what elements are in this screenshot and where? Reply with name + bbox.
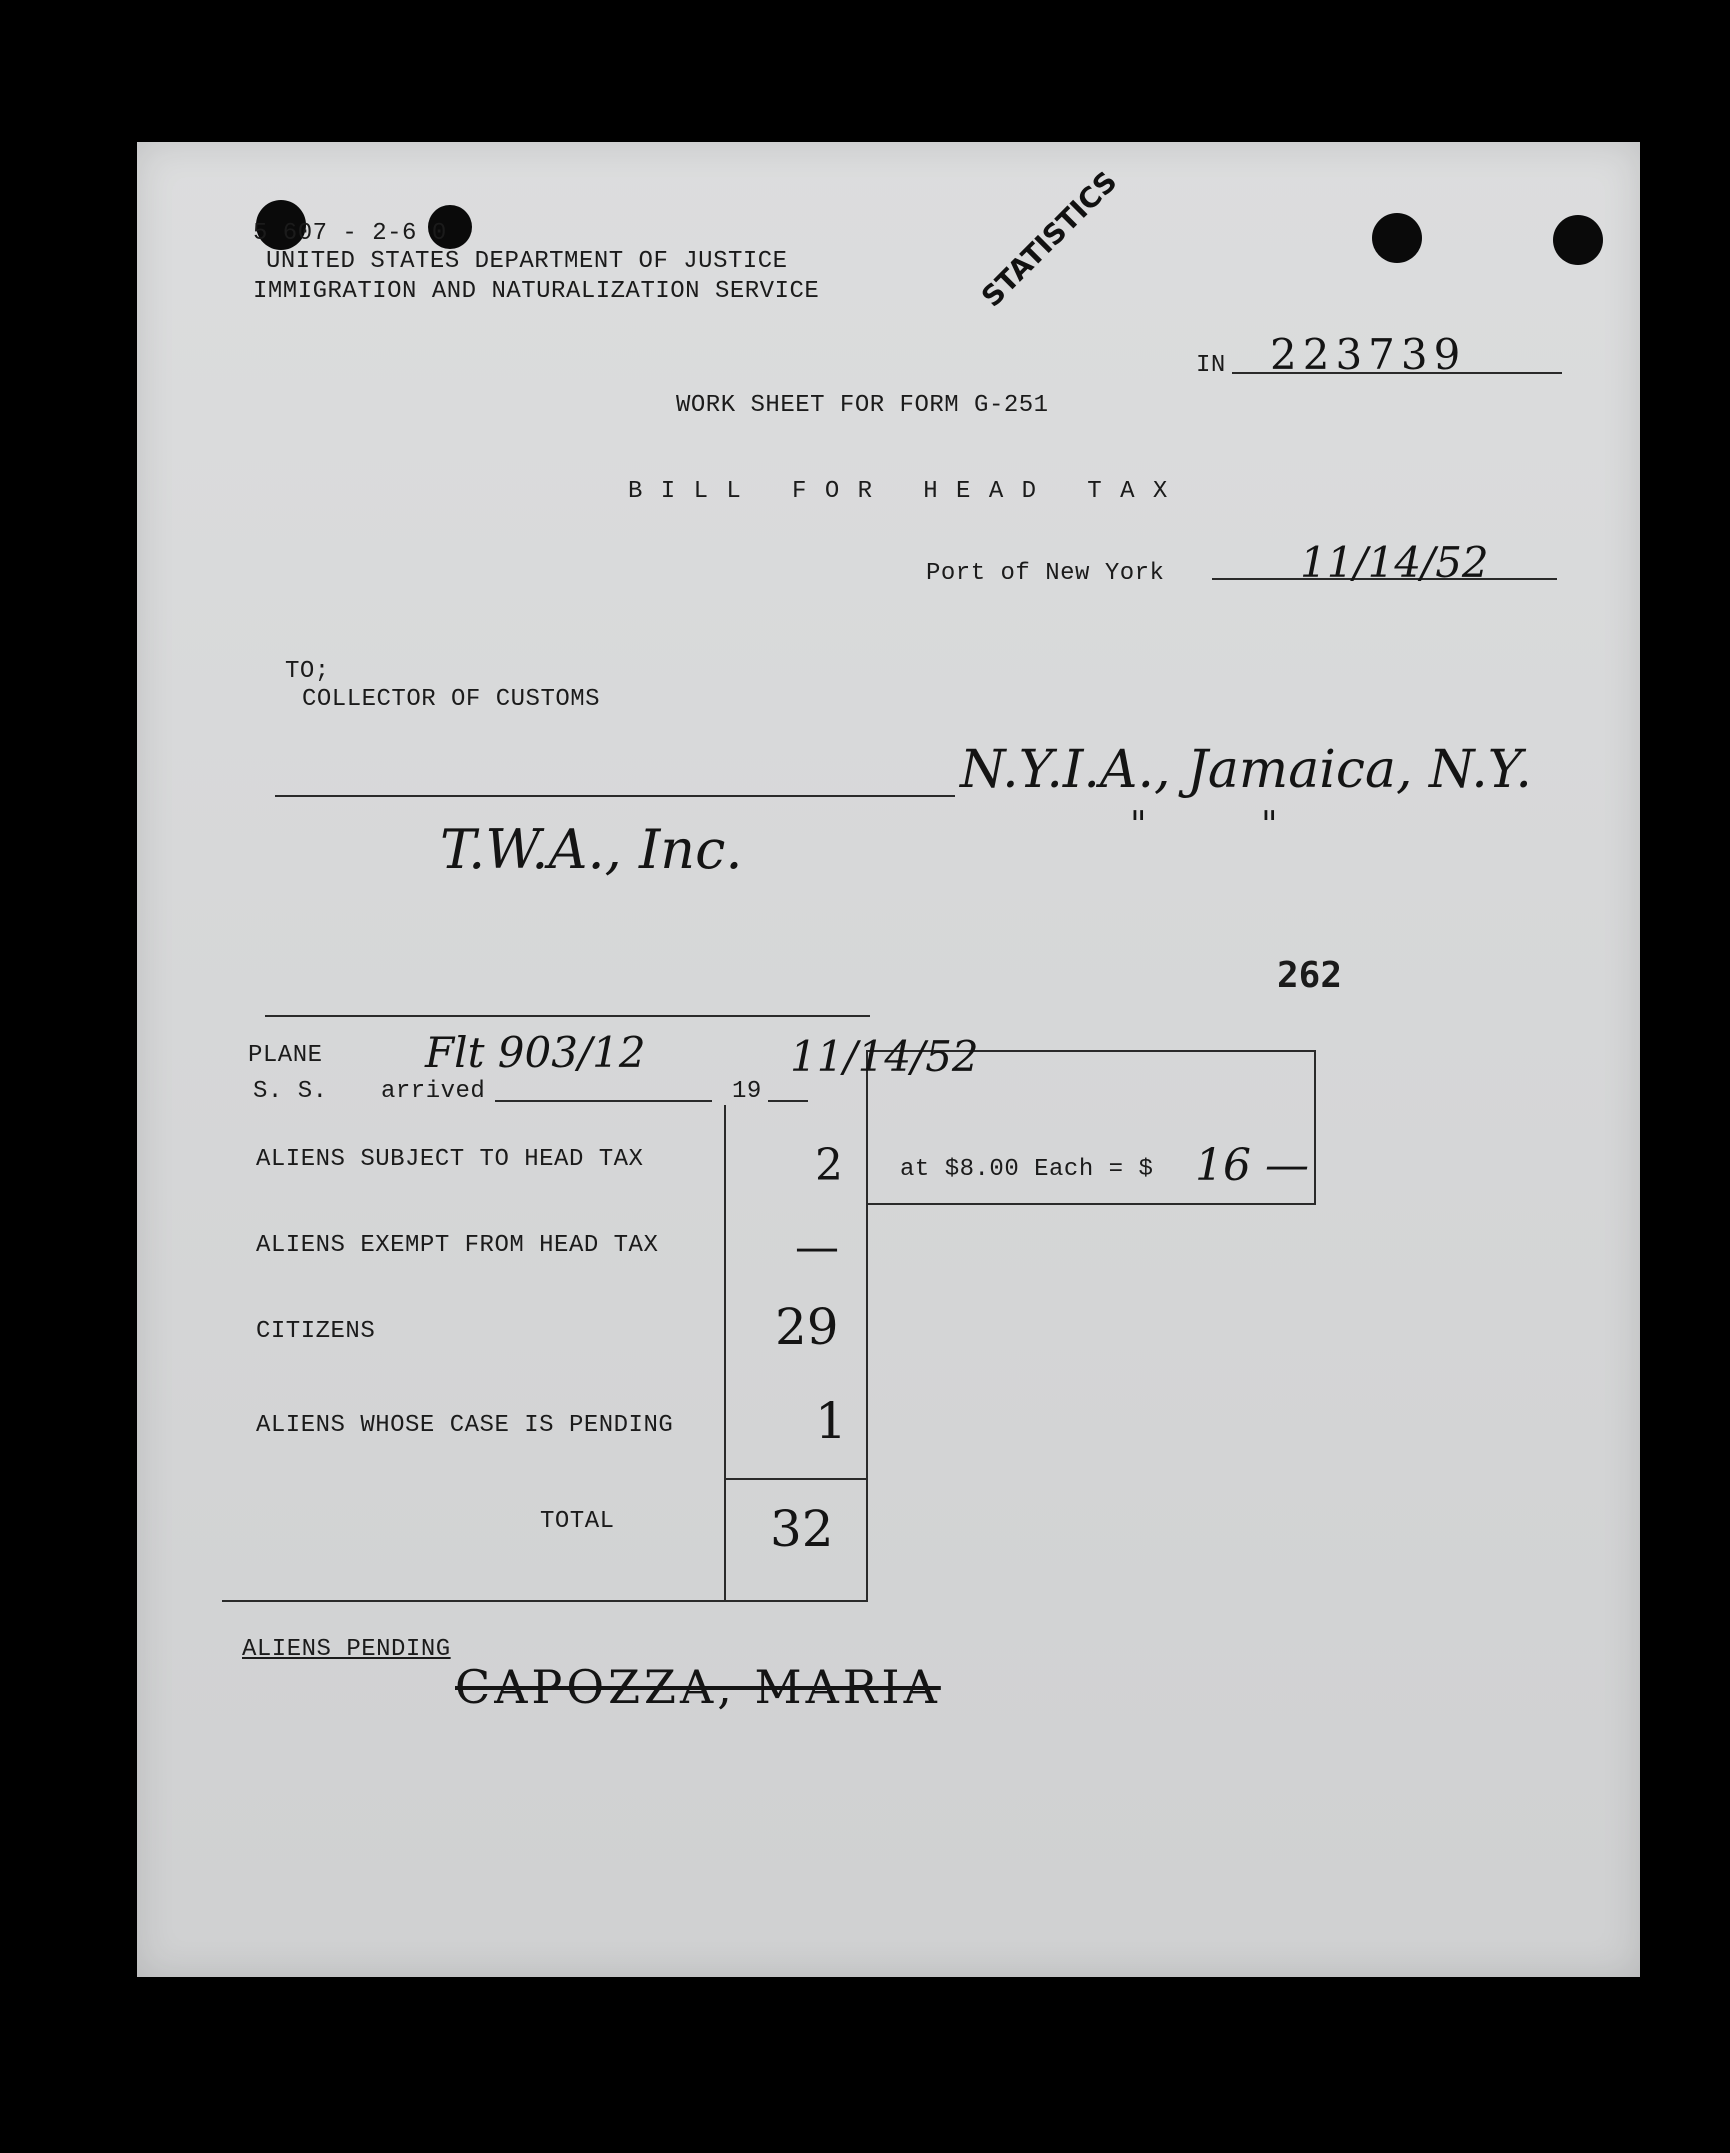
aliens-pending-label: ALIENS PENDING	[242, 1636, 451, 1663]
date-box-right	[1314, 1050, 1316, 1205]
to-label: TO;	[285, 658, 330, 685]
location-handwritten: N.Y.I.A., Jamaica, N.Y.	[960, 740, 1532, 800]
collector-label: COLLECTOR OF CUSTOMS	[302, 686, 601, 713]
row-label-pending: ALIENS WHOSE CASE IS PENDING	[256, 1412, 674, 1439]
punch-hole-right-1	[1372, 213, 1422, 263]
row-value-exempt: —	[795, 1222, 839, 1273]
rate-text: at $8.00 Each = $	[900, 1156, 1154, 1183]
table-bottom-rule	[222, 1600, 868, 1602]
values-column-right	[866, 1050, 868, 1602]
total-value: 32	[770, 1500, 834, 1558]
year-underline	[768, 1100, 808, 1102]
carrier-handwritten: T.W.A., Inc.	[440, 818, 743, 881]
total-label: TOTAL	[540, 1508, 615, 1535]
year-prefix: 19	[732, 1078, 762, 1105]
row-value-citizens: 29	[775, 1298, 839, 1356]
service-line: IMMIGRATION AND NATURALIZATION SERVICE	[253, 278, 820, 305]
arrived-label: arrived	[381, 1078, 486, 1105]
plane-date: 11/14/52	[790, 1032, 979, 1081]
bill-title: B I L L F O R H E A D T A X	[628, 478, 1170, 505]
ss-label: S. S.	[253, 1078, 328, 1105]
port-label: Port of New York	[926, 560, 1165, 587]
in-number-value: 223739	[1270, 330, 1467, 379]
row-label-subject: ALIENS SUBJECT TO HEAD TAX	[256, 1146, 644, 1173]
rate-box-bottom	[868, 1203, 1316, 1205]
rate-amount: 16 —	[1195, 1140, 1309, 1191]
count-number: 262	[1277, 955, 1343, 996]
ditto-marks: " "	[1130, 805, 1278, 846]
table-top-rule	[265, 1015, 870, 1017]
row-label-exempt: ALIENS EXEMPT FROM HEAD TAX	[256, 1232, 659, 1259]
in-label: IN	[1196, 352, 1226, 379]
plane-value: Flt 903/12	[425, 1028, 646, 1077]
statistics-stamp: STATISTICS	[975, 164, 1124, 314]
values-column-left	[724, 1105, 726, 1602]
form-code: 5 607 - 2-6 0	[253, 220, 447, 247]
row-label-citizens: CITIZENS	[256, 1318, 376, 1345]
row-value-subject: 2	[815, 1140, 843, 1191]
arrived-underline	[495, 1100, 712, 1102]
collector-underline	[275, 795, 955, 797]
row-value-pending: 1	[815, 1392, 847, 1450]
department-line: UNITED STATES DEPARTMENT OF JUSTICE	[266, 248, 788, 275]
work-sheet-title: WORK SHEET FOR FORM G-251	[676, 392, 1049, 419]
pending-name-struck: CAPOZZA, MARIA	[455, 1660, 941, 1714]
plane-label: PLANE	[248, 1042, 323, 1069]
port-date: 11/14/52	[1300, 538, 1489, 587]
total-separator	[724, 1478, 868, 1480]
punch-hole-right-2	[1553, 215, 1603, 265]
